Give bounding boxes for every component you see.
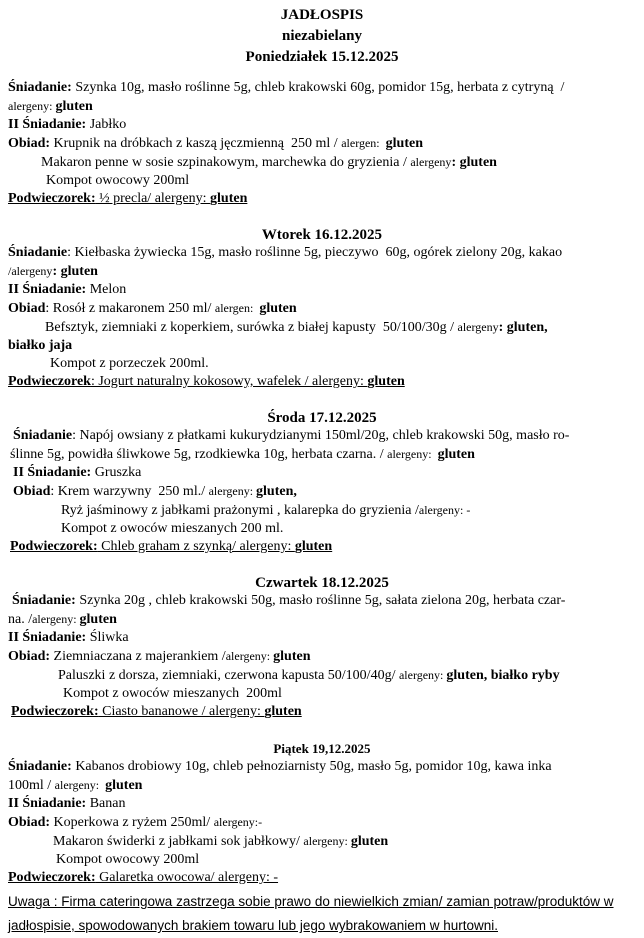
menu-text: alergeny: - — [418, 503, 471, 517]
day-heading: Wtorek 16.12.2025 — [261, 227, 383, 243]
menu-line — [8, 520, 636, 538]
day-heading: Środa 17.12.2025 — [267, 410, 377, 426]
menu-text-bold: gluten — [273, 649, 311, 664]
menu-text: Ziemniaczana z majerankiem / — [50, 649, 226, 664]
menu-text-bold: : gluten — [52, 264, 98, 279]
menu-line — [8, 610, 636, 629]
menu-text-bold: II Śniadanie: — [8, 282, 87, 297]
menu-text-bold: Obiad: — [8, 815, 51, 830]
menu-text-bold: Obiad: — [8, 136, 51, 151]
menu-line — [8, 172, 636, 190]
menu-text: Makaron świderki z jabłkami sok jabłkowy/ — [53, 834, 304, 849]
menu-line — [8, 299, 636, 318]
menu-line — [8, 538, 636, 556]
menu-text-bold: Podwieczorek: — [8, 191, 96, 206]
menu-text-bold: Śniadanie — [13, 428, 73, 443]
menu-line — [8, 647, 636, 666]
menu-line — [8, 703, 636, 721]
menu-text: /alergeny — [8, 264, 53, 278]
document-title: JADŁOSPIS — [280, 7, 364, 23]
menu-text-bold: II Śniadanie: — [8, 630, 87, 645]
menu-line — [8, 190, 636, 208]
menu-text: : Napój owsiany z płatkami kukurydzianymi 150ml/20g, chleb krakowski 50g, masło ro- — [72, 428, 570, 443]
menu-text: Galaretka owocowa/ alergeny: - — [95, 870, 279, 885]
menu-line — [8, 795, 636, 813]
menu-line — [8, 501, 636, 520]
menu-line — [8, 445, 636, 464]
menu-text: Ciasto bananowe / alergeny: — [98, 704, 265, 719]
menu-line — [8, 318, 636, 337]
menu-text: alergeny: — [303, 834, 351, 848]
menu-line — [8, 244, 636, 262]
menu-line — [8, 134, 636, 153]
menu-text-bold: gluten — [350, 834, 389, 849]
menu-text: : Krem warzywny 250 ml./ — [50, 484, 209, 499]
menu-line — [8, 832, 636, 851]
day-heading: Piątek 19,12.2025 — [273, 741, 371, 756]
footer-note-line-2: jadłospisie, spowodowanych brakiem towaru lub jego wybrakowaniem w hurtowni. — [8, 918, 498, 933]
day-section — [8, 47, 636, 208]
day-heading: Czwartek 18.12.2025 — [255, 575, 389, 591]
day-heading: Poniedziałek 15.12.2025 — [245, 49, 399, 65]
menu-text: alergeny — [410, 155, 452, 169]
menu-text: Śliwka — [86, 630, 129, 645]
menu-text: alergen: — [214, 301, 260, 315]
menu-line — [8, 685, 636, 703]
menu-text-bold: gluten, — [256, 484, 297, 499]
day-section — [8, 574, 636, 721]
menu-text-bold: gluten — [105, 778, 143, 793]
menu-text-bold: Śniadanie: — [8, 759, 72, 774]
menu-line — [8, 116, 636, 134]
menu-text-bold: gluten — [79, 612, 117, 627]
menu-line — [8, 869, 636, 887]
menu-text: alergeny: — [54, 778, 106, 792]
menu-text: alergeny:- — [213, 815, 263, 829]
menu-text-bold: gluten — [264, 704, 302, 719]
menu-line — [8, 851, 636, 869]
document-header — [8, 5, 636, 47]
menu-text-bold: gluten — [385, 136, 423, 151]
menu-text-bold: gluten — [367, 374, 405, 389]
menu-text-bold: Śniadanie: — [8, 80, 72, 95]
menu-line — [8, 373, 636, 391]
menu-text: Szynka 10g, masło roślinne 5g, chleb krakowski 60g, pomidor 15g, herbata z cytryną / — [71, 80, 565, 95]
menu-text: alergen: — [341, 136, 386, 150]
menu-text: Paluszki z dorsza, ziemniaki, czerwona kapusta 50/100/40g/ — [58, 668, 399, 683]
footer-note — [8, 890, 636, 938]
menu-line — [8, 776, 636, 795]
day-section — [8, 740, 636, 887]
menu-text: Kompot z porzeczek 200ml. — [50, 356, 209, 371]
menu-line — [8, 79, 636, 97]
menu-text: : Jogurt naturalny kokosowy, wafelek / alergeny: — [90, 374, 368, 389]
menu-line — [8, 281, 636, 299]
menu-text: Kompot z owoców mieszanych 200 ml. — [61, 521, 284, 536]
menu-text: Kabanos drobiowy 10g, chleb pełnoziarnisty 50g, masło 5g, pomidor 10g, kawa inka — [71, 759, 552, 774]
day-section — [8, 409, 636, 556]
menu-text: alergeny — [457, 320, 499, 334]
menu-text-bold: Podwieczorek — [8, 374, 91, 389]
menu-line — [8, 337, 636, 355]
menu-line — [8, 262, 636, 281]
menu-text: Kompot owocowy 200ml — [46, 173, 190, 188]
menu-text-bold: Obiad — [13, 484, 51, 499]
menu-line — [8, 592, 636, 610]
menu-line — [8, 813, 636, 832]
menu-text: Gruszka — [91, 465, 142, 480]
menu-text-bold: białko jaja — [8, 338, 73, 353]
menu-text-bold: Podwieczorek: — [11, 704, 99, 719]
menu-text-bold: gluten — [294, 539, 333, 554]
menu-text: Chleb graham z szynką/ alergeny: — [97, 539, 295, 554]
menu-text: : Rosół z makaronem 250 ml/ — [45, 301, 215, 316]
menu-text-bold: Podwieczorek: — [10, 539, 98, 554]
menu-text-bold: gluten — [437, 447, 475, 462]
menu-text-bold: Obiad — [8, 301, 46, 316]
menu-text-bold: gluten — [210, 191, 248, 206]
menu-text-bold: : gluten — [451, 155, 497, 170]
menu-line — [8, 355, 636, 373]
menu-text: Krupnik na dróbkach z kaszą jęczmienną 250 ml / — [50, 136, 342, 151]
menu-text: ½ precla/ alergeny: — [95, 191, 211, 206]
menu-text: alergeny: — [398, 668, 447, 682]
menu-text: alergeny: — [225, 649, 274, 663]
menu-text: Makaron penne w sosie szpinakowym, marchewka do gryzienia / — [41, 155, 411, 170]
menu-text: Kompot z owoców mieszanych 200ml — [63, 686, 282, 701]
menu-text: Szynka 20g , chleb krakowski 50g, masło roślinne 5g, sałata zielona 20g, herbata czar- — [75, 593, 566, 608]
menu-text-bold: gluten — [259, 301, 297, 316]
day-section — [8, 226, 636, 391]
menu-text: alergeny: — [208, 484, 257, 498]
menu-text: alergeny: — [387, 447, 438, 461]
menu-text: Jabłko — [86, 117, 127, 132]
menu-text-bold: Obiad: — [8, 649, 51, 664]
menu-text-bold: Śniadanie — [8, 245, 68, 260]
menu-line — [8, 629, 636, 647]
menu-line — [8, 758, 636, 776]
footer-note-line-1: Uwaga : Firma cateringowa zastrzega sobie prawo do niewielkich zmian/ zamian potraw/produktów w — [8, 894, 614, 909]
menu-text: Ryż jaśminowy z jabłkami prażonymi , kalarepka do gryzienia / — [61, 503, 419, 518]
menu-text: Kompot owocowy 200ml — [56, 852, 200, 867]
menu-line — [8, 482, 636, 501]
menu-text: Melon — [86, 282, 127, 297]
menu-days — [8, 47, 636, 887]
menu-text: na. / — [8, 612, 33, 627]
menu-text-bold: Śniadanie: — [12, 593, 76, 608]
menu-text-bold: II Śniadanie: — [13, 465, 92, 480]
menu-text-bold: gluten — [55, 99, 93, 114]
menu-line — [8, 666, 636, 685]
menu-text-bold: Podwieczorek: — [8, 870, 96, 885]
menu-text-bold: gluten, białko ryby — [446, 668, 560, 683]
menu-text: ślinne 5g, powidła śliwkowe 5g, rzodkiewka 10g, herbata czarna. / — [10, 447, 388, 462]
menu-line — [8, 427, 636, 445]
menu-text: Befsztyk, ziemniaki z koperkiem, surówka z białej kapusty 50/100/30g / — [45, 320, 458, 335]
document-subtitle: niezabielany — [281, 28, 362, 44]
menu-text: 100ml / — [8, 778, 55, 793]
menu-text-bold: II Śniadanie: — [8, 796, 87, 811]
menu-text-bold: : gluten, — [498, 320, 548, 335]
menu-text: Banan — [86, 796, 126, 811]
menu-text: : Kiełbaska żywiecka 15g, masło roślinne 5g, pieczywo 60g, ogórek zielony 20g, kakao — [67, 245, 563, 260]
menu-line — [8, 97, 636, 116]
menu-text: alergeny: — [32, 612, 80, 626]
menu-text-bold: II Śniadanie: — [8, 117, 87, 132]
menu-text: Koperkowa z ryżem 250ml/ — [50, 815, 214, 830]
menu-line — [8, 153, 636, 172]
menu-line — [8, 464, 636, 482]
menu-text: alergeny: — [8, 99, 56, 113]
